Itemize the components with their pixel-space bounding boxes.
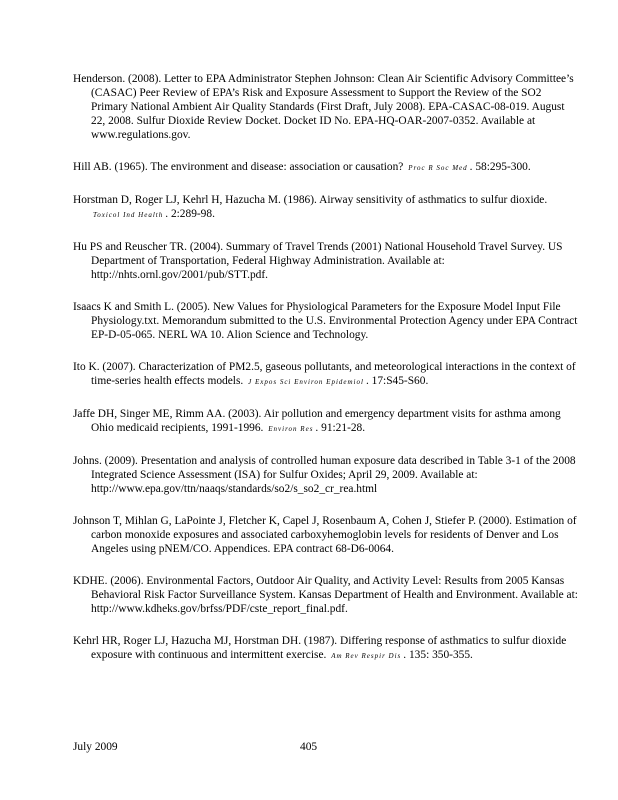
reference-text: Jaffe DH, Singer ME, Rimm AA. (2003). Air pollution and emergency department visits for asthma among Ohio medicaid recipients, 1991-1996.: [73, 408, 561, 434]
reference-text: Johns. (2009). Presentation and analysis of controlled human exposure data described in Table 3-1 of the 2008 Integrated Science Assessment (ISA) for Sulfur Oxides; April 29, 2009. Available at: http://www.epa.gov/ttn/naaqs/standards/so2/s_so2_cr_rea.html: [73, 455, 576, 495]
reference-text: KDHE. (2006). Environmental Factors, Outdoor Air Quality, and Activity Level: Results from 2005 Kansas Behavioral Risk Factor Surveillance System. Kansas Department of Health and Environment. Available at: http://www.kdheks.gov/brfss/PDF/cste_report_final.pdf.: [73, 575, 578, 615]
reference-text: Isaacs K and Smith L. (2005). New Values for Physiological Parameters for the Exposure Model Input File Physiology.txt. Memorandum submitted to the U.S. Environmental Protection Agency under EPA Contract EP-D-05-065. NERL WA 10. Alion Science and Technology.: [73, 301, 578, 341]
journal-name: Environ Res: [268, 425, 314, 433]
journal-name: Toxicol Ind Health: [93, 211, 164, 219]
reference-entry: [73, 300, 578, 342]
reference-entry: [73, 407, 578, 436]
reference-citation: . 2:289-98.: [165, 208, 215, 220]
reference-entry: [73, 360, 578, 389]
reference-text: Ito K. (2007). Characterization of PM2.5, gaseous pollutants, and meteorological interactions in the context of time-series health effects models.: [73, 361, 576, 387]
reference-citation: . 135: 350-355.: [403, 649, 473, 661]
footer-date: July 2009: [73, 741, 118, 753]
reference-entry: [73, 160, 578, 175]
reference-entry: [73, 514, 578, 556]
journal-name: Am Rev Respir Dis: [331, 652, 402, 660]
reference-citation: . 91:21-28.: [315, 422, 366, 434]
journal-name: Proc R Soc Med: [408, 164, 468, 172]
reference-entry: [73, 634, 578, 663]
page-number: 405: [300, 741, 318, 753]
reference-entry: [73, 454, 578, 496]
reference-entry: [73, 72, 578, 142]
reference-citation: . 17:S45-S60.: [365, 375, 429, 387]
reference-citation: . 58:295-300.: [469, 161, 531, 173]
reference-entry: [73, 193, 578, 222]
reference-list: [73, 72, 578, 681]
reference-text: Hu PS and Reuscher TR. (2004). Summary of Travel Trends (2001) National Household Travel Survey. US Department of Transportation, Federal Highway Administration. Available at: http://nhts.ornl.gov/2001/pub/STT.pdf.: [73, 241, 563, 281]
reference-text: Horstman D, Roger LJ, Kehrl H, Hazucha M. (1986). Airway sensitivity of asthmatics to sulfur dioxide.: [73, 194, 548, 206]
reference-text: Henderson. (2008). Letter to EPA Administrator Stephen Johnson: Clean Air Scientific Advisory Committee’s (CASAC) Peer Review of EPA’s Risk and Exposure Assessment to Support the Review of the SO2 Primary National Ambient Air Quality Standards (First Draft, July 2008). EPA-CASAC-08-019. August 22, 2008. Sulfur Dioxide Review Docket. Docket ID No. EPA-HQ-OAR-2007-0352. Available at www.regulations.gov.: [73, 73, 574, 141]
reference-entry: [73, 240, 578, 282]
reference-text: Kehrl HR, Roger LJ, Hazucha MJ, Horstman DH. (1987). Differing response of asthmatics to sulfur dioxide exposure with continuous and intermittent exercise.: [73, 635, 567, 661]
reference-entry: [73, 574, 578, 616]
journal-name: J Expos Sci Environ Epidemiol: [248, 378, 364, 386]
reference-text: Johnson T, Mihlan G, LaPointe J, Fletcher K, Capel J, Rosenbaum A, Cohen J, Stiefer P. (2000). Estimation of carbon monoxide exposures and associated carboxyhemoglobin levels for residents of Denver and Los Angeles using pNEM/CO. Appendices. EPA contract 68-D6-0064.: [73, 515, 577, 555]
reference-text: Hill AB. (1965). The environment and disease: association or causation?: [73, 161, 404, 173]
